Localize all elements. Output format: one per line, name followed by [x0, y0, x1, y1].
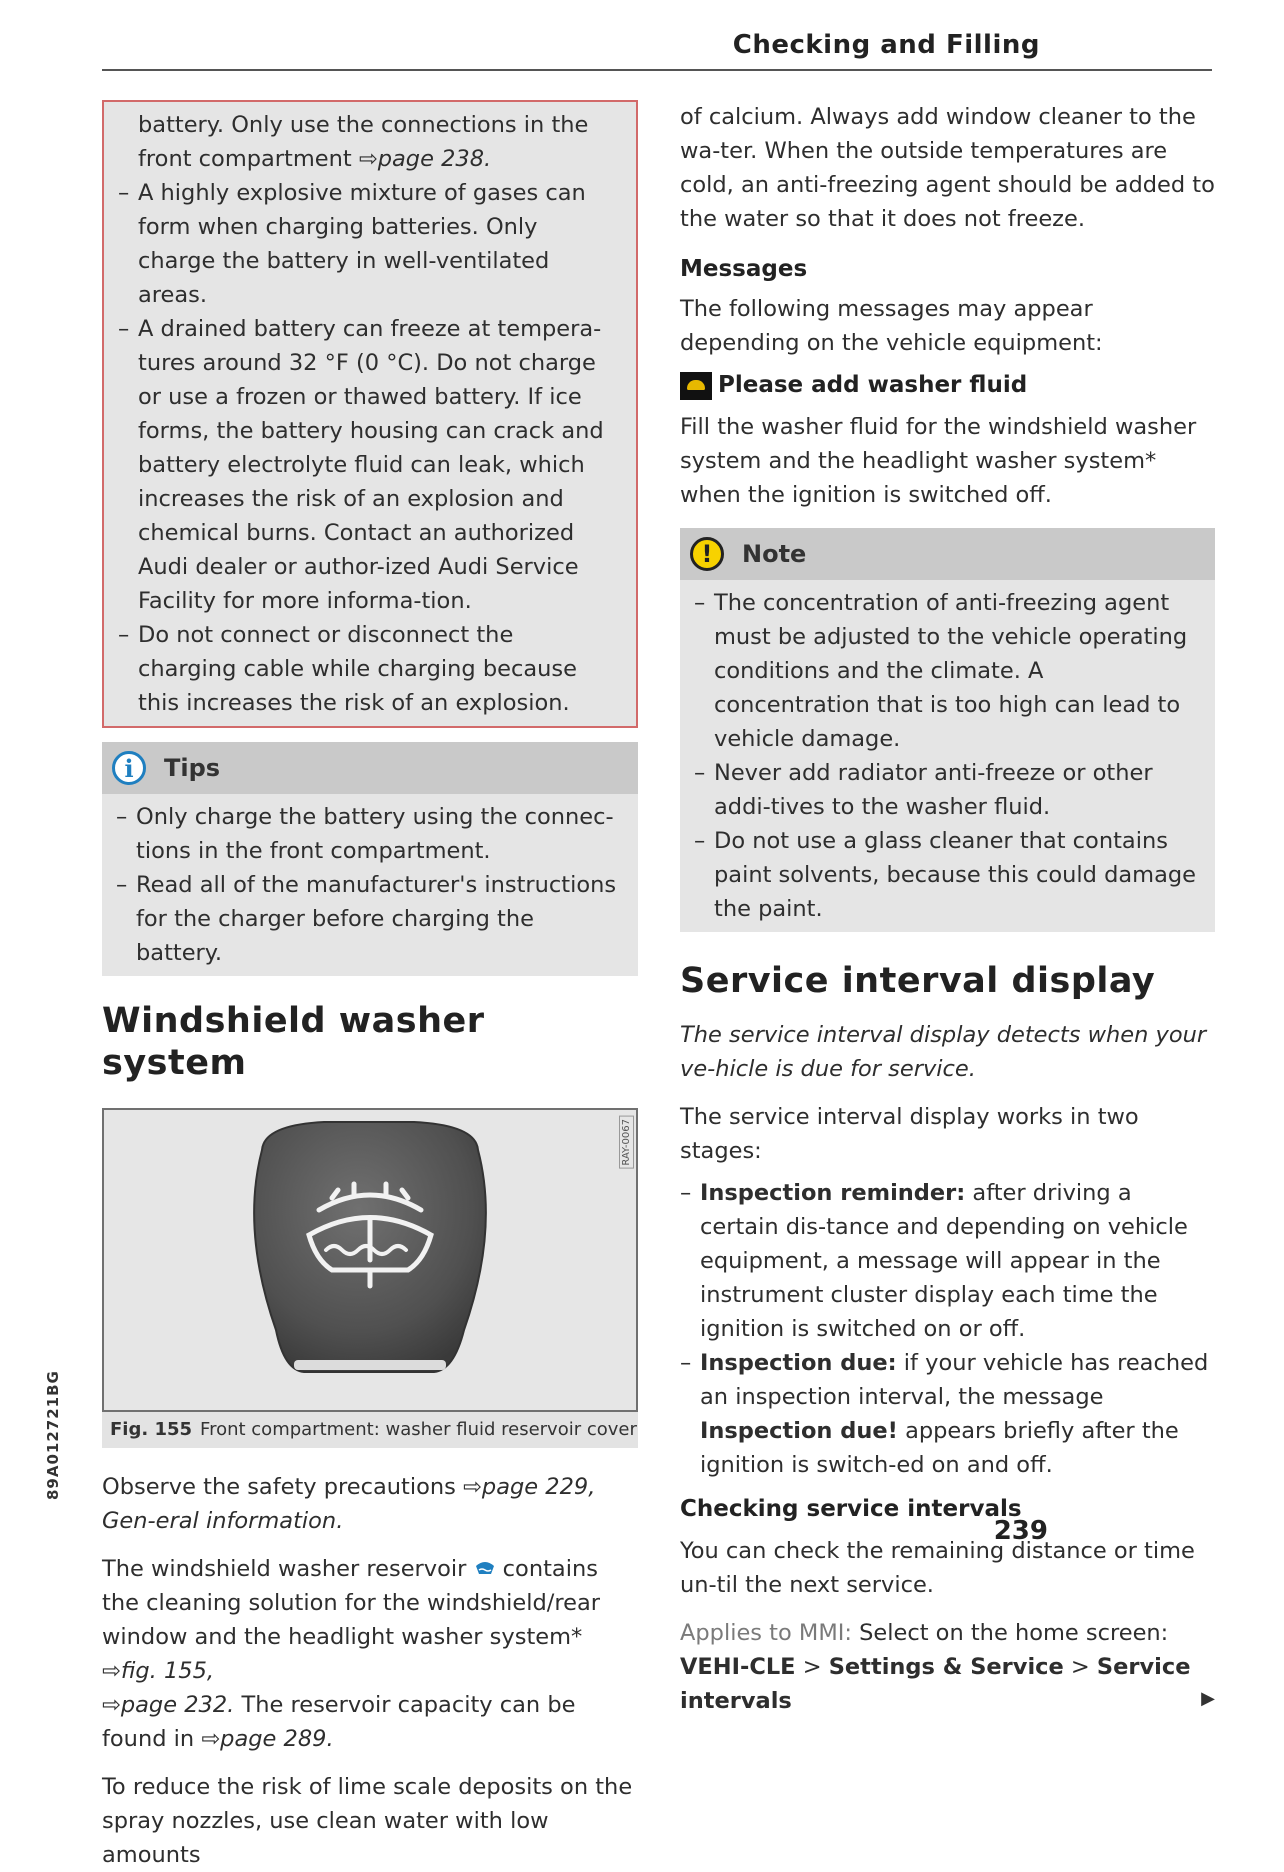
- warning-item: – Do not connect or disconnect the charging cable while charging because this increases the risk of an explosion.: [118, 618, 618, 720]
- reservoir-cap-illustration: [104, 1110, 636, 1410]
- info-icon: i: [112, 751, 146, 785]
- note-title: Note: [742, 540, 807, 568]
- page-232-ref[interactable]: page 232.: [120, 1692, 235, 1718]
- service-stage-list: [680, 1176, 1215, 1482]
- figure-id: RAY-0067: [619, 1116, 634, 1169]
- page-289-ref[interactable]: page 289.: [220, 1726, 334, 1752]
- nav-settings: Settings & Service: [828, 1654, 1064, 1680]
- continue-arrow-icon: ▶: [1201, 1688, 1215, 1709]
- reservoir-paragraph: The windshield washer reservoir contains the cleaning solution for the windshield/rear window and the headlight washer system* ⇨fig. 155, ⇨page 232. The reservoir capacity can be found in ⇨page 289.: [102, 1556, 600, 1752]
- service-section-title: Service interval display: [680, 961, 1156, 1001]
- nav-vehicle: VEHI-CLE: [680, 1654, 796, 1680]
- nav-service-intervals: Service intervals: [680, 1654, 1191, 1714]
- washer-symbol-icon: [474, 1558, 496, 1578]
- note-header: [680, 528, 1215, 580]
- tips-body: [102, 794, 638, 976]
- stage-inspection-due: – Inspection due: if your vehicle has reached an inspection interval, the message Inspection due! appears briefly after the ignition is switch-ed on and off.: [680, 1346, 1215, 1482]
- applies-to-mmi: Applies to MMI: Select on the home screen: VEHI-CLE > Settings & Service > Service intervals ▶: [680, 1620, 1215, 1714]
- stage-inspection-reminder: – Inspection reminder: after driving a certain dis-tance and depending on vehicle equipment, a message will appear in the instrument cluster display each time the ignition is switched on or off.: [680, 1176, 1215, 1346]
- note-item: – Never add radiator anti-freeze or other addi-tives to the washer fluid.: [694, 756, 1199, 824]
- note-box: [680, 528, 1215, 932]
- figure-caption-text: Front compartment: washer fluid reservoir cover: [200, 1419, 637, 1440]
- tips-box: [102, 742, 638, 976]
- page-number: 239: [993, 1516, 1048, 1546]
- note-item: – Do not use a glass cleaner that contains paint solvents, because this could damage the paint.: [694, 824, 1199, 926]
- washer-body: [102, 1470, 638, 1872]
- observe-paragraph: Observe the safety precautions ⇨page 229, Gen-eral information.: [102, 1474, 596, 1534]
- washer-fluid-warning-icon: [680, 372, 712, 400]
- messages-heading: Messages: [680, 256, 808, 282]
- message-text: Fill the washer fluid for the windshield washer system and the headlight washer system* when the ignition is switched off.: [680, 414, 1197, 508]
- tips-list: [116, 800, 622, 970]
- figure-caption-label: Fig. 155: [110, 1419, 193, 1440]
- link-arrow: ⇨: [358, 146, 378, 172]
- header-rule: [102, 69, 1212, 71]
- note-list: [694, 586, 1199, 926]
- tips-item: – Only charge the battery using the connec-tions in the front compartment.: [116, 800, 622, 868]
- warning-item: – A highly explosive mixture of gases can form when charging batteries. Only charge the battery in well-ventilated areas.: [118, 176, 618, 312]
- warning-box: [102, 100, 638, 728]
- warning-intro: battery. Only use the connections in the front compartment ⇨page 238.: [138, 112, 589, 172]
- message-title: Please add washer fluid: [718, 372, 1028, 398]
- checking-text: You can check the remaining distance or time un-til the next service.: [680, 1538, 1195, 1598]
- applies-label: Applies to MMI:: [680, 1620, 852, 1646]
- figure-caption: [102, 1412, 638, 1448]
- note-body: [680, 580, 1215, 932]
- washer-section-title: Windshield washer system: [102, 1001, 485, 1083]
- warning-item: – A drained battery can freeze at tempera-tures around 32 °F (0 °C). Do not charge or use a frozen or thawed battery. If ice forms, the battery housing can crack and battery electrolyte fluid can leak, which increases the risk of an explosion and chemical burns. Contact an authorized Audi dealer or author-ized Audi Service Facility for more informa-tion.: [118, 312, 618, 618]
- calcium-paragraph: of calcium. Always add window cleaner to the wa-ter. When the outside temperatures are cold, an anti-freezing agent should be added to the water so that it does not freeze.: [680, 104, 1215, 232]
- fig-155-ref[interactable]: fig. 155,: [120, 1658, 215, 1684]
- page-header-title: Checking and Filling: [732, 30, 1040, 60]
- washer-reservoir-figure: [102, 1108, 638, 1412]
- document-code: 89A012721BG: [44, 1370, 62, 1500]
- checking-heading: Checking service intervals: [680, 1496, 1022, 1522]
- exclamation-icon: !: [690, 537, 724, 571]
- tips-item: – Read all of the manufacturer's instructions for the charger before charging the battery.: [116, 868, 622, 970]
- left-column: [102, 100, 638, 1872]
- lime-scale-paragraph: To reduce the risk of lime scale deposits on the spray nozzles, use clean water with low amounts: [102, 1774, 633, 1868]
- tips-title: Tips: [164, 754, 221, 782]
- service-intro: The service interval display detects when your ve-hicle is due for service.: [680, 1022, 1207, 1082]
- warning-page-ref[interactable]: page 238.: [377, 146, 492, 172]
- tips-header: [102, 742, 638, 794]
- right-column: [680, 100, 1215, 1718]
- general-info-ref[interactable]: page 229, Gen-eral information.: [102, 1474, 596, 1534]
- messages-intro: The following messages may appear depending on the vehicle equipment:: [680, 296, 1103, 356]
- note-item: – The concentration of anti-freezing agent must be adjusted to the vehicle operating conditions and the climate. A concentration that is too high can lead to vehicle damage.: [694, 586, 1199, 756]
- service-stages: The service interval display works in two stages:: [680, 1104, 1139, 1164]
- message-title-row: [680, 368, 1215, 402]
- warning-list: [118, 176, 618, 720]
